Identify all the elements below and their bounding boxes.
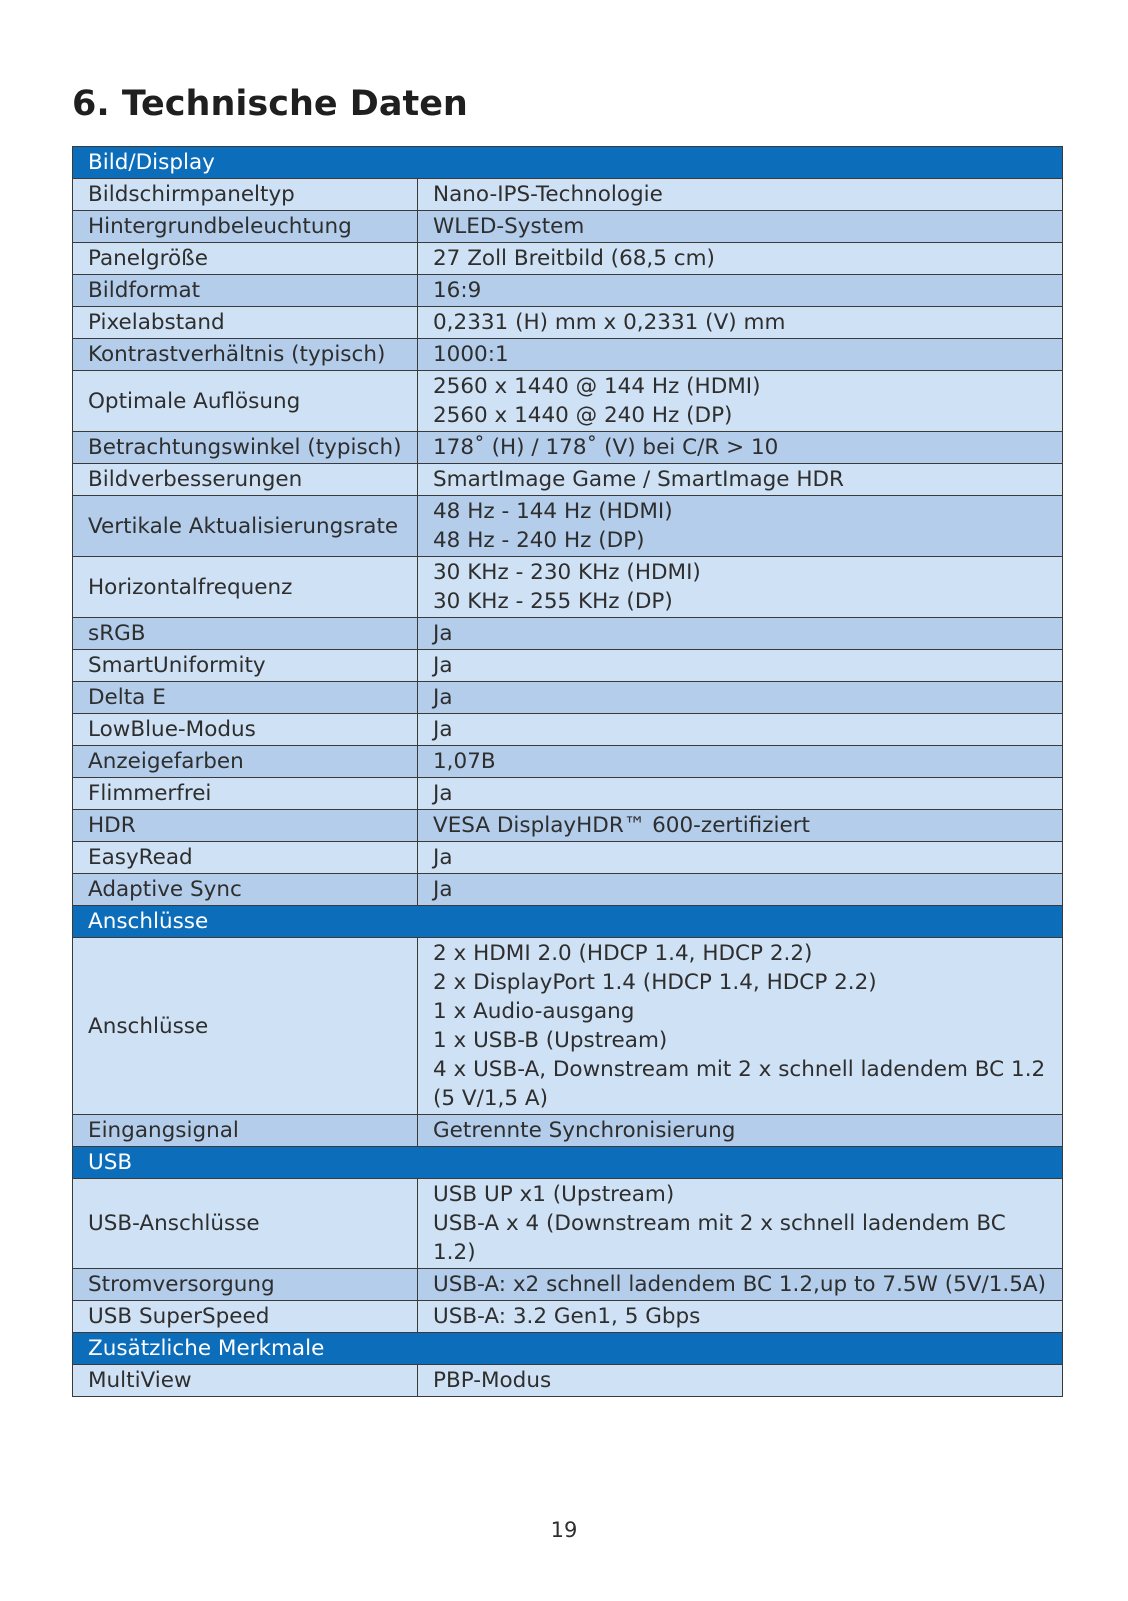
spec-value-line: Getrennte Synchronisierung <box>433 1118 736 1143</box>
spec-value-line: 2 x DisplayPort 1.4 (HDCP 1.4, HDCP 2.2) <box>433 970 877 995</box>
spec-value-line: 1 x Audio-ausgang <box>433 999 635 1024</box>
spec-table <box>72 146 1063 1397</box>
spec-value <box>418 211 1063 243</box>
spec-value-line: WLED-System <box>433 214 585 239</box>
spec-label: HDR <box>73 810 418 842</box>
table-row <box>73 1179 1063 1269</box>
table-row <box>73 810 1063 842</box>
spec-label: Adaptive Sync <box>73 874 418 906</box>
spec-value <box>418 682 1063 714</box>
spec-label: Bildschirmpaneltyp <box>73 179 418 211</box>
spec-label: Pixelabstand <box>73 307 418 339</box>
spec-value <box>418 778 1063 810</box>
table-row <box>73 682 1063 714</box>
spec-label: Kontrastverhältnis (typisch) <box>73 339 418 371</box>
spec-label: Horizontalfrequenz <box>73 557 418 618</box>
spec-label: Flimmerfrei <box>73 778 418 810</box>
spec-value <box>418 432 1063 464</box>
table-row <box>73 842 1063 874</box>
page-title: 6. Technische Daten <box>72 84 468 124</box>
spec-value <box>418 307 1063 339</box>
spec-value <box>418 810 1063 842</box>
spec-label: USB-Anschlüsse <box>73 1179 418 1269</box>
spec-value-line: Ja <box>433 621 453 646</box>
table-row <box>73 211 1063 243</box>
spec-label: USB SuperSpeed <box>73 1301 418 1333</box>
spec-value <box>418 938 1063 1115</box>
spec-value-line: 27 Zoll Breitbild (68,5 cm) <box>433 246 715 271</box>
table-row <box>73 1365 1063 1397</box>
table-row <box>73 1301 1063 1333</box>
table-row <box>73 243 1063 275</box>
spec-value <box>418 371 1063 432</box>
table-row <box>73 1115 1063 1147</box>
spec-label: Delta E <box>73 682 418 714</box>
spec-value <box>418 1365 1063 1397</box>
spec-label: EasyRead <box>73 842 418 874</box>
section-header-row <box>73 147 1063 179</box>
spec-value-line: 0,2331 (H) mm x 0,2331 (V) mm <box>433 310 786 335</box>
spec-value <box>418 874 1063 906</box>
spec-value-line: SmartImage Game / SmartImage HDR <box>433 467 844 492</box>
spec-value <box>418 179 1063 211</box>
spec-value-line: 2560 x 1440 @ 240 Hz (DP) <box>433 403 733 428</box>
table-row <box>73 778 1063 810</box>
table-row <box>73 618 1063 650</box>
table-row <box>73 432 1063 464</box>
table-row <box>73 371 1063 432</box>
spec-value-line: Ja <box>433 781 453 806</box>
table-row <box>73 557 1063 618</box>
spec-value-line: 178˚ (H) / 178˚ (V) bei C/R > 10 <box>433 435 779 460</box>
spec-value-line: 4 x USB-A, Downstream mit 2 x schnell ladendem BC 1.2 (5 V/1,5 A) <box>433 1057 1046 1111</box>
section-title: Bild/Display <box>73 147 1063 179</box>
spec-label: Betrachtungswinkel (typisch) <box>73 432 418 464</box>
spec-label: Stromversorgung <box>73 1269 418 1301</box>
spec-value <box>418 618 1063 650</box>
table-row <box>73 275 1063 307</box>
spec-value-line: Ja <box>433 845 453 870</box>
spec-label: LowBlue-Modus <box>73 714 418 746</box>
spec-label: sRGB <box>73 618 418 650</box>
spec-value <box>418 243 1063 275</box>
spec-value-line: 2560 x 1440 @ 144 Hz (HDMI) <box>433 374 761 399</box>
spec-label: Panelgröße <box>73 243 418 275</box>
section-header-row <box>73 1333 1063 1365</box>
table-row <box>73 874 1063 906</box>
table-row <box>73 339 1063 371</box>
section-header-row <box>73 1147 1063 1179</box>
spec-value-line: Ja <box>433 685 453 710</box>
table-row <box>73 714 1063 746</box>
spec-value-line: USB-A: 3.2 Gen1, 5 Gbps <box>433 1304 701 1329</box>
spec-label: Anschlüsse <box>73 938 418 1115</box>
spec-value-line: 30 KHz - 230 KHz (HDMI) <box>433 560 701 585</box>
spec-value-line: 16:9 <box>433 278 482 303</box>
spec-label: Bildformat <box>73 275 418 307</box>
spec-label: MultiView <box>73 1365 418 1397</box>
spec-value-line: 1,07B <box>433 749 496 774</box>
table-row <box>73 496 1063 557</box>
spec-label: SmartUniformity <box>73 650 418 682</box>
spec-value-line: Ja <box>433 877 453 902</box>
spec-value-line: 48 Hz - 240 Hz (DP) <box>433 528 645 553</box>
spec-value <box>418 496 1063 557</box>
table-row <box>73 1269 1063 1301</box>
spec-value <box>418 339 1063 371</box>
spec-value <box>418 464 1063 496</box>
spec-value-line: VESA DisplayHDR™ 600-zertifiziert <box>433 813 810 838</box>
spec-label: Optimale Auflösung <box>73 371 418 432</box>
table-row <box>73 307 1063 339</box>
table-row <box>73 464 1063 496</box>
spec-value <box>418 842 1063 874</box>
spec-value <box>418 1301 1063 1333</box>
spec-value-line: Nano-IPS-Technologie <box>433 182 663 207</box>
spec-value-line: 1000:1 <box>433 342 509 367</box>
section-title: Zusätzliche Merkmale <box>73 1333 1063 1365</box>
spec-value-line: USB-A: x2 schnell ladendem BC 1.2,up to 7.5W (5V/1.5A) <box>433 1272 1047 1297</box>
spec-value <box>418 1179 1063 1269</box>
spec-value <box>418 714 1063 746</box>
section-title: USB <box>73 1147 1063 1179</box>
spec-value-line: 1 x USB-B (Upstream) <box>433 1028 668 1053</box>
spec-value <box>418 746 1063 778</box>
spec-table-body <box>73 147 1063 1397</box>
spec-value <box>418 557 1063 618</box>
spec-value-line: 48 Hz - 144 Hz (HDMI) <box>433 499 673 524</box>
spec-label: Hintergrundbeleuchtung <box>73 211 418 243</box>
spec-value-line: USB UP x1 (Upstream) <box>433 1182 675 1207</box>
spec-value <box>418 1269 1063 1301</box>
section-title: Anschlüsse <box>73 906 1063 938</box>
spec-value-line: 2 x HDMI 2.0 (HDCP 1.4, HDCP 2.2) <box>433 941 813 966</box>
spec-value-line: Ja <box>433 717 453 742</box>
spec-value <box>418 275 1063 307</box>
table-row <box>73 650 1063 682</box>
spec-label: Eingangsignal <box>73 1115 418 1147</box>
spec-value <box>418 1115 1063 1147</box>
spec-value-line: Ja <box>433 653 453 678</box>
spec-value-line: PBP-Modus <box>433 1368 552 1393</box>
spec-label: Bildverbesserungen <box>73 464 418 496</box>
section-header-row <box>73 906 1063 938</box>
table-row <box>73 179 1063 211</box>
spec-value <box>418 650 1063 682</box>
spec-label: Anzeigefarben <box>73 746 418 778</box>
table-row <box>73 938 1063 1115</box>
spec-value-line: 30 KHz - 255 KHz (DP) <box>433 589 673 614</box>
spec-label: Vertikale Aktualisierungsrate <box>73 496 418 557</box>
spec-value-line: USB-A x 4 (Downstream mit 2 x schnell ladendem BC 1.2) <box>433 1211 1006 1265</box>
table-row <box>73 746 1063 778</box>
page-number: 19 <box>550 1518 578 1542</box>
